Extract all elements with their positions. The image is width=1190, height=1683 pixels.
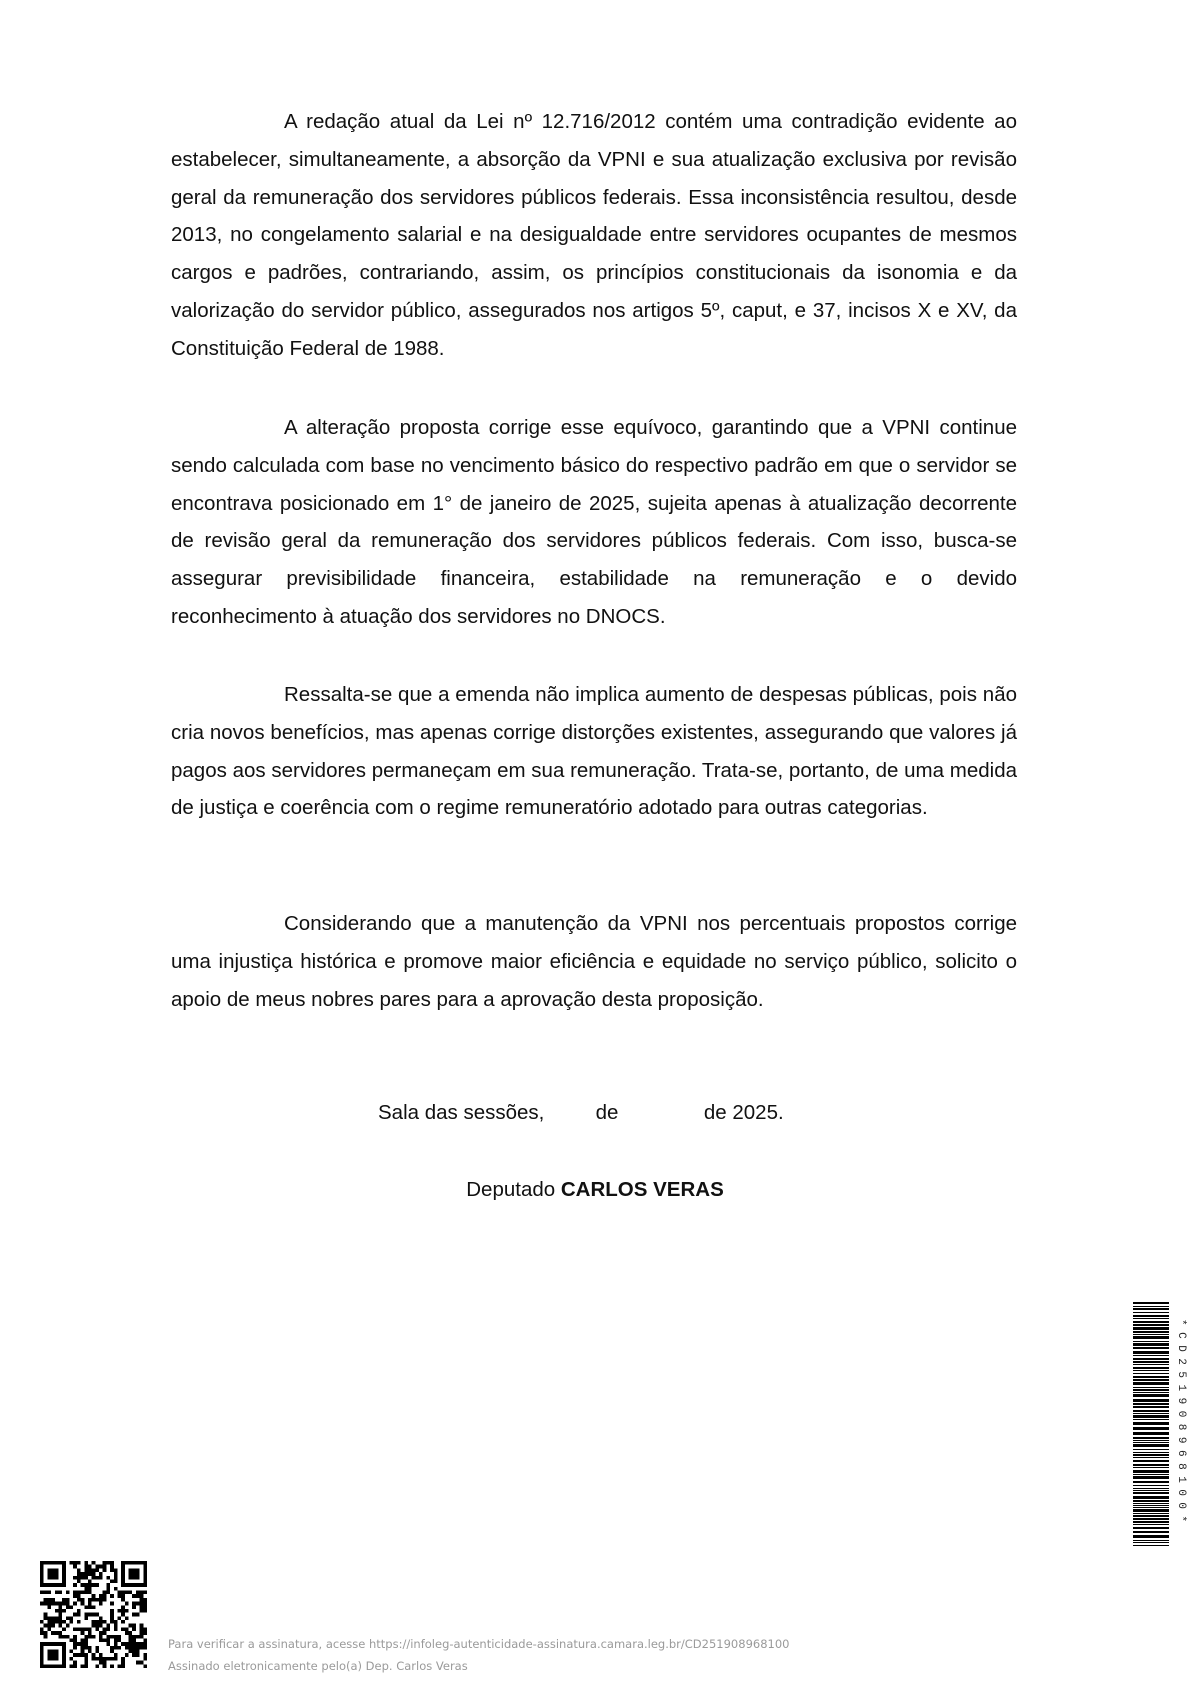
signature-prefix: Deputado <box>466 1178 561 1201</box>
paragraph-1: A redação atual da Lei nº 12.716/2012 contém uma contradição evidente ao estabelecer, simultaneamente, a absorção da VPNI e sua atualização exclusiva por revisão geral da remuneração dos servidores públicos federais. Essa inconsistência resultou, desde 2013, no congelamento salarial e na desigualdade entre servidores ocupantes de mesmos cargos e padrões, contrariando, assim, os princípios constitucionais da isonomia e da valorização do servidor público, assegurados nos artigos 5º, caput, e 37, incisos X e XV, da Constituição Federal de 1988. <box>171 110 1017 360</box>
signature-line <box>0 1176 1190 1204</box>
barcode-text: *CD251908968100* <box>1175 1319 1187 1529</box>
signed-by-text: Assinado eletronicamente pelo(a) Dep. Carlos Veras <box>168 1659 468 1673</box>
session-date-line: Sala das sessões, de de 2025. <box>378 1101 784 1124</box>
qr-code-image <box>40 1561 147 1668</box>
paragraph-2: A alteração proposta corrige esse equívoco, garantindo que a VPNI continue sendo calculada com base no vencimento básico do respectivo padrão em que o servidor se encontrava posicionado em 1° de janeiro de 2025, sujeita apenas à atualização decorrente de revisão geral da remuneração dos servidores públicos federais. Com isso, busca-se assegurar previsibilidade financeira, estabilidade na remuneração e o devido reconhecimento à atuação dos servidores no DNOCS. <box>171 416 1017 628</box>
signature-name: CARLOS VERAS <box>560 1178 724 1201</box>
paragraph-3: Ressalta-se que a emenda não implica aumento de despesas públicas, pois não cria novos benefícios, mas apenas corrige distorções existentes, assegurando que valores já pagos aos servidores permaneçam em sua remuneração. Trata-se, portanto, de uma medida de justiça e coerência com o regime remuneratório adotado para outras categorias. <box>171 683 1017 820</box>
paragraph-4: Considerando que a manutenção da VPNI nos percentuais propostos corrige uma injustiça histórica e promove maior eficiência e equidade no serviço público, solicito o apoio de meus nobres pares para a aprovação desta proposição. <box>171 912 1017 1011</box>
barcode-image <box>1133 1302 1169 1546</box>
verification-link-text: Para verificar a assinatura, acesse https://infoleg-autenticidade-assinatura.camara.leg.br/CD251908968100 <box>168 1637 790 1651</box>
